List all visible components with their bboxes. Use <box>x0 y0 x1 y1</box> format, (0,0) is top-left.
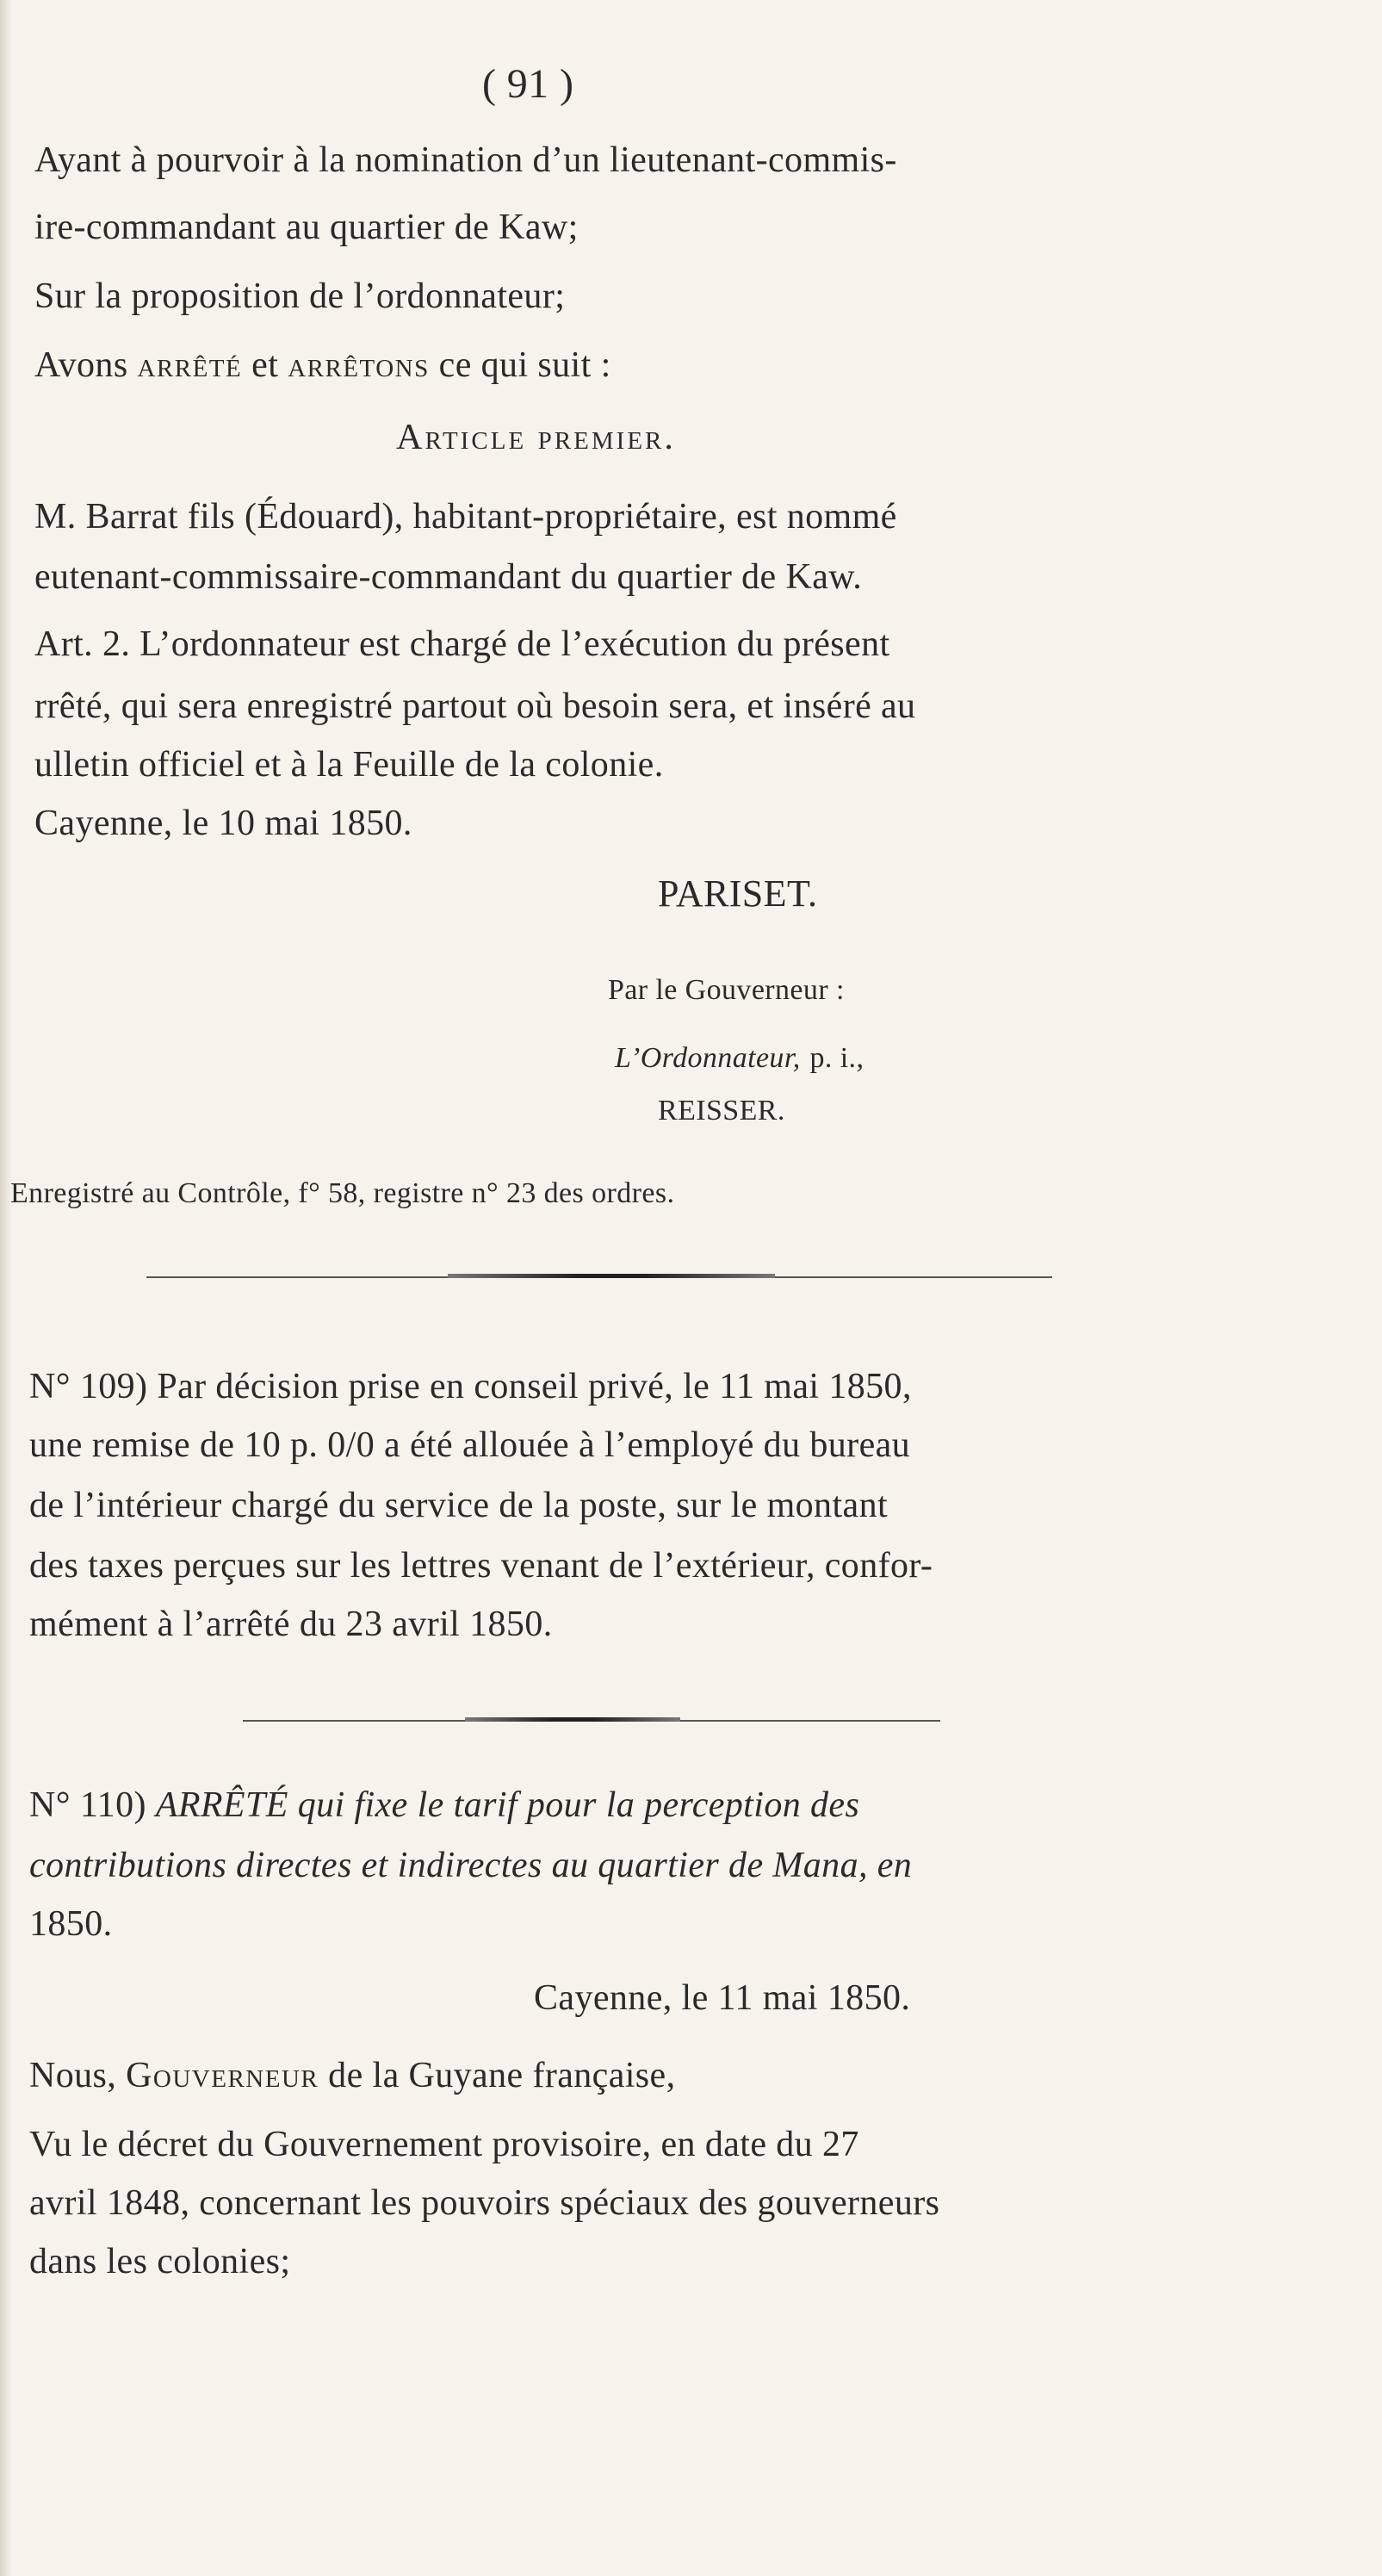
ordonnateur-title: L’Ordonnateur, <box>615 1042 801 1074</box>
text-line: eutenant-commissaire-commandant du quartier de Kaw. <box>34 557 863 597</box>
nous-suffix: de la Guyane française, <box>328 2056 676 2095</box>
text-line: mément à l’arrêté du 23 avril 1850. <box>29 1605 553 1644</box>
separator-rule-thick <box>465 1717 680 1722</box>
ordonnateur-name: REISSER. <box>658 1095 785 1127</box>
text-line: M. Barrat fils (Édouard), habitant-propriétaire, est nommé <box>34 497 897 537</box>
page-number: ( 91 ) <box>482 61 574 107</box>
registration-line: Enregistré au Contrôle, f° 58, registre n° 23 des ordres. <box>10 1177 675 1209</box>
text-line-avons <box>34 343 611 388</box>
avons-suffix: ce qui suit : <box>438 345 611 385</box>
avons-arrete: arrêté <box>137 345 243 385</box>
text-line: Ayant à pourvoir à la nomination d’un lieutenant-commis- <box>34 140 897 180</box>
date-line: Cayenne, le 10 mai 1850. <box>34 804 412 843</box>
text-line: rrêté, qui sera enregistré partout où besoin sera, et inséré au <box>34 686 916 726</box>
arrete-title-line <box>29 1783 859 1828</box>
nous-title: Gouverneur <box>126 2056 319 2095</box>
text-line: une remise de 10 p. 0/0 a été allouée à l’employé du bureau <box>29 1425 911 1465</box>
text-line: avril 1848, concernant les pouvoirs spéciaux des gouverneurs <box>29 2183 940 2223</box>
par-le-gouverneur: Par le Gouverneur : <box>608 974 845 1006</box>
avons-arretons: arrêtons <box>288 345 430 385</box>
text-line: Vu le décret du Gouvernement provisoire, en date du 27 <box>29 2125 859 2164</box>
arrete-number: N° 110) <box>29 1785 146 1825</box>
text-line: de l’intérieur chargé du service de la poste, sur le montant <box>29 1486 889 1525</box>
text-line: Art. 2. L’ordonnateur est chargé de l’exécution du présent <box>34 624 890 664</box>
text-line: N° 109) Par décision prise en conseil privé, le 11 mai 1850, <box>29 1367 912 1406</box>
text-line: dans les colonies; <box>29 2242 291 2281</box>
binding-gutter <box>0 0 12 2576</box>
article-heading: Article premier. <box>396 418 676 457</box>
arrete-title-line: contributions directes et indirectes au quartier de Mana, en <box>29 1846 913 1885</box>
signature: PARISET. <box>658 872 818 915</box>
arrete-title-line: 1850. <box>29 1904 113 1944</box>
ordonnateur-pi: p. i., <box>809 1042 865 1074</box>
arrete-title: ARRÊTÉ qui fixe le tarif pour la perception des <box>155 1785 860 1825</box>
text-line: ulletin officiel et à la Feuille de la colonie. <box>34 745 664 785</box>
avons-et: et <box>251 345 279 385</box>
nous-line <box>29 2053 676 2098</box>
nous-prefix: Nous, <box>29 2056 117 2095</box>
date-line: Cayenne, le 11 mai 1850. <box>534 1978 911 2018</box>
separator-rule-thick <box>448 1274 775 1278</box>
ordonnateur-line <box>615 1034 864 1081</box>
avons-prefix: Avons <box>34 345 128 385</box>
text-line: des taxes perçues sur les lettres venant de l’extérieur, confor- <box>29 1546 933 1586</box>
text-line: ire-commandant au quartier de Kaw; <box>34 208 579 247</box>
text-line: Sur la proposition de l’ordonnateur; <box>34 276 566 316</box>
